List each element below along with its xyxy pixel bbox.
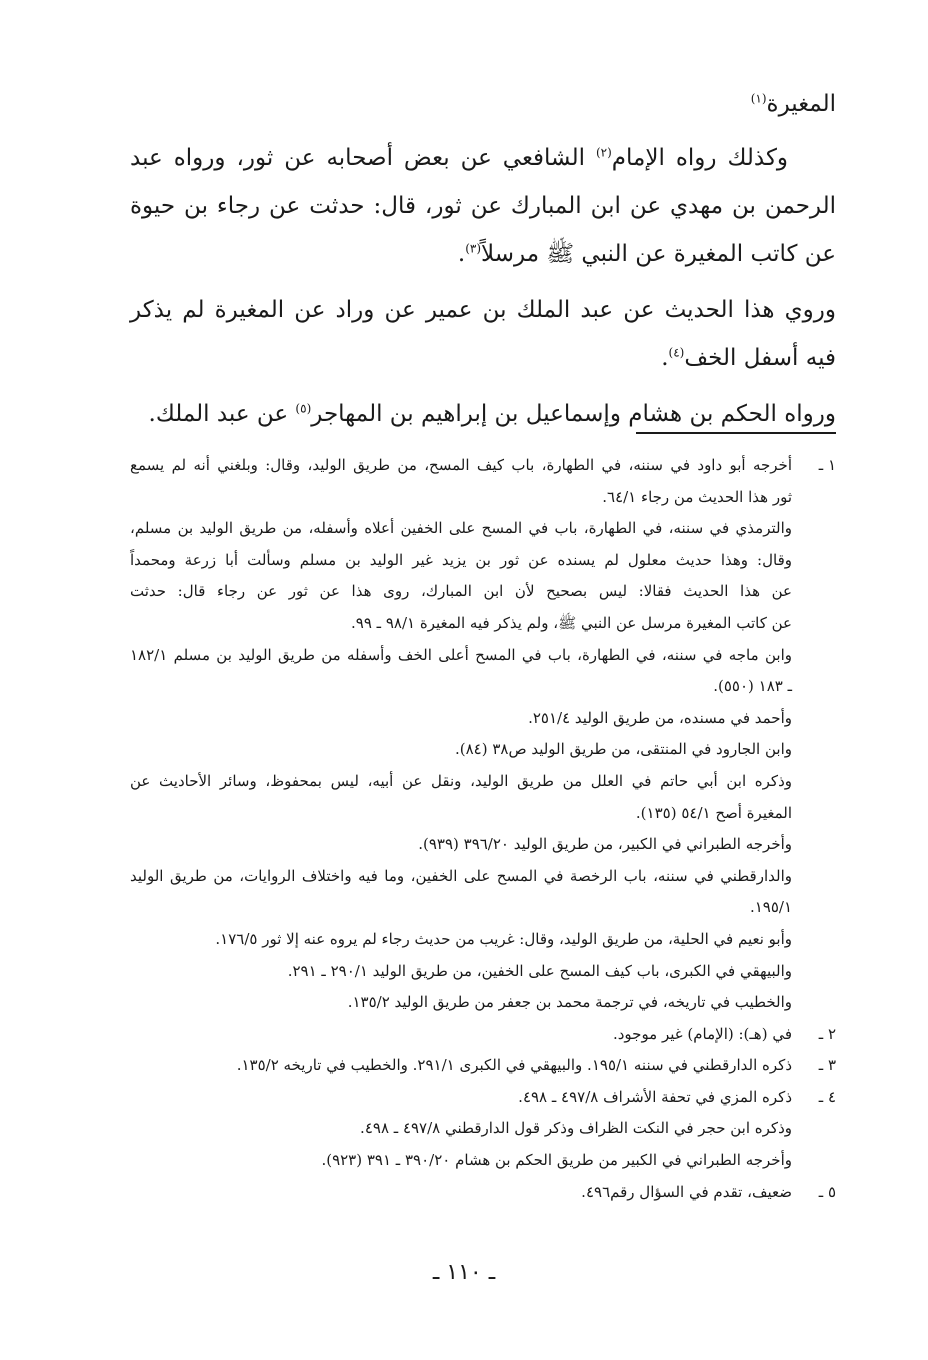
footnote — [130, 640, 836, 703]
footnote-number — [792, 703, 836, 735]
footnote — [130, 924, 836, 956]
footnote-separator — [636, 432, 836, 434]
text-run: . — [457, 241, 466, 267]
footnote-body — [130, 1050, 792, 1082]
footnote-body — [130, 703, 792, 735]
footnote-number — [792, 924, 836, 956]
footnote-body — [130, 1019, 792, 1051]
footnote-body — [130, 1113, 792, 1145]
footnote — [130, 829, 836, 861]
footnote-line: وذكره ابن حجر في النكت الظراف وذكر قول الدارقطني ٤٩٧/٨ ـ ٤٩٨. — [360, 1119, 792, 1138]
footnote-number — [792, 513, 836, 639]
footnote — [130, 861, 836, 924]
footnote-ref: (١) — [750, 91, 767, 106]
footnote-body — [130, 513, 792, 639]
footnote — [130, 956, 836, 988]
footnote-body — [130, 1145, 792, 1177]
footnote-number: ٤ ـ — [818, 1087, 836, 1106]
footnote-number: ٥ ـ — [818, 1182, 836, 1201]
footnote-line: وابن ماجه في سننه، في الطهارة، باب في المسح أعلى الخف وأسفله من طريق الوليد بن مسلم ١٨٢/١ — [130, 645, 792, 664]
footnote-line: ـ ١٨٣ (٥٥٠). — [713, 677, 792, 696]
footnote-line: عن كاتب المغيرة مرسل عن النبي ﷺ، ولم يذكر فيه المغيرة ٩٨/١ ـ ٩٩. — [351, 613, 792, 632]
footnote — [130, 1145, 836, 1177]
footnote — [130, 1082, 836, 1114]
footnote-number: ١ ـ — [818, 456, 836, 474]
footnote — [130, 987, 836, 1019]
footnote-line: ذكره المزي في تحفة الأشراف ٤٩٧/٨ ـ ٤٩٨. — [518, 1087, 792, 1106]
paragraph — [130, 134, 836, 278]
footnote-number — [792, 987, 836, 1019]
footnote-line: وأخرجه الطبراني في الكبير من طريق الحكم بن هشام ٣٩٠/٢٠ ـ ٣٩١ (٩٢٣). — [321, 1151, 792, 1170]
footnote-body — [130, 640, 792, 703]
footnote-body — [130, 829, 792, 861]
paragraph — [130, 286, 836, 382]
footnote-ref: (٢) — [595, 145, 612, 160]
footnote — [130, 1050, 836, 1082]
footnote-body — [130, 450, 792, 513]
text-run: عن عبد الملك. — [148, 401, 296, 427]
footnote-ref: (٤) — [668, 345, 685, 360]
footnote-ref: (٣) — [465, 241, 482, 256]
main-text — [130, 80, 836, 446]
footnote-line: والبيهقي في الكبرى، باب كيف المسح على الخفين، من طريق الوليد ٢٩٠/١ ـ ٢٩١. — [287, 961, 792, 980]
footnote-body — [130, 734, 792, 766]
footnote-line: ١٩٥/١. — [749, 898, 792, 917]
footnote-body — [130, 766, 792, 829]
footnote-body — [130, 987, 792, 1019]
footnote-number — [792, 734, 836, 766]
text-run: المغيرة — [766, 91, 836, 117]
footnote-body — [130, 1177, 792, 1209]
footnote-line: وقال: وهذا حديث معلول لم يسنده عن ثور بن يزيد غير الوليد بن مسلم وسألت أبا زرعة ومحمداً — [130, 550, 792, 569]
text-run: الشافعي عن بعض أصحابه عن ثور، ورواه عبد الرحمن بن مهدي عن ابن المبارك عن ثور، قال: حدثت عن رجاء بن حيوة عن كاتب المغيرة عن النبي ﷺ مرسلاً — [130, 145, 836, 267]
footnote-body — [130, 924, 792, 956]
footnote-ref: (٥) — [295, 401, 312, 416]
footnote-body — [130, 1082, 792, 1114]
footnote — [130, 513, 836, 639]
footnote-line: عن هذا الحديث فقالا: ليس بصحيح لأن ابن المبارك، روى هذا عن ثور عن رجاء قال: حدثت — [130, 582, 792, 601]
footnote-line: ثور هذا الحديث من رجاء ٦٤/١. — [602, 487, 792, 506]
footnote — [130, 734, 836, 766]
footnote-line: أخرجه أبو داود في سننه، في الطهارة، باب كيف المسح، من طريق الوليد، وقال: وبلغني أنه لم يسمع — [130, 456, 792, 474]
footnote-number: ٢ ـ — [818, 1024, 836, 1043]
footnote — [130, 1113, 836, 1145]
text-run: وكذلك رواه الإمام — [611, 145, 789, 171]
footnote-line: والدارقطني في سننه، باب الرخصة في المسح على الخفين، وما فيه واختلاف الروايات، من طريق الوليد — [130, 866, 792, 885]
footnote-line: وذكره ابن أبي حاتم في العلل من طريق الوليد، ونقل عن أبيه، ليس بمحفوظ، وسائر الأحاديث عن — [130, 771, 792, 790]
footnote-line: والترمذي في سننه، في الطهارة، باب في المسح على الخفين أعلاه وأسفله، من طريق الوليد بن مسلم، — [130, 519, 792, 538]
footnote-number — [792, 829, 836, 861]
footnote-body — [130, 861, 792, 924]
text-run: ورواه الحكم بن هشام وإسماعيل بن إبراهيم بن المهاجر — [311, 401, 836, 427]
footnote-body — [130, 956, 792, 988]
footnote-line: والخطيب في تاريخه، في ترجمة محمد بن جعفر من طريق الوليد ١٣٥/٢. — [347, 993, 792, 1012]
footnote — [130, 450, 836, 513]
paragraph-continuation — [130, 80, 836, 128]
footnote — [130, 703, 836, 735]
footnote-number — [792, 1145, 836, 1177]
footnote-number — [792, 1113, 836, 1145]
footnote-line: ذكره الدارقطني في سننه ١٩٥/١. والبيهقي في الكبرى ٢٩١/١. والخطيب في تاريخه ١٣٥/٢. — [236, 1056, 792, 1075]
footnote-number — [792, 766, 836, 829]
footnotes — [130, 450, 836, 1208]
footnote-line: في (هـ): (الإمام) غير موجود. — [612, 1024, 792, 1043]
footnote-line: وأبو نعيم في الحلية، من طريق الوليد، وقال: غريب من حديث رجاء لم يروه عنه إلا ثور ١٧٦/٥. — [215, 929, 792, 948]
footnote-line: ضعيف، تقدم في السؤال رقم٤٩٦. — [581, 1182, 792, 1201]
footnote-number — [792, 956, 836, 988]
footnote — [130, 1019, 836, 1051]
footnote-number: ٣ ـ — [818, 1056, 836, 1075]
footnote-line: وابن الجارود في المنتقى، من طريق الوليد ص٣٨ (٨٤). — [454, 740, 792, 759]
page-number: ـ ١١٠ ـ — [432, 1260, 496, 1285]
footnote-number — [792, 640, 836, 703]
footnote — [130, 766, 836, 829]
paragraph — [130, 390, 836, 438]
footnote — [130, 1177, 836, 1209]
text-run: . — [661, 345, 669, 371]
footnote-line: وأخرجه الطبراني في الكبير، من طريق الوليد ٣٩٦/٢٠ (٩٣٩). — [418, 835, 792, 854]
footnote-number — [792, 861, 836, 924]
footnote-line: وأحمد في مسنده، من طريق الوليد ٢٥١/٤. — [528, 708, 792, 727]
footnote-line: المغيرة أصح ٥٤/١ (١٣٥). — [635, 803, 792, 822]
text-run: وروي هذا الحديث عن عبد الملك بن عمير عن وراد عن المغيرة لم يذكر فيه أسفل الخف — [130, 297, 836, 371]
